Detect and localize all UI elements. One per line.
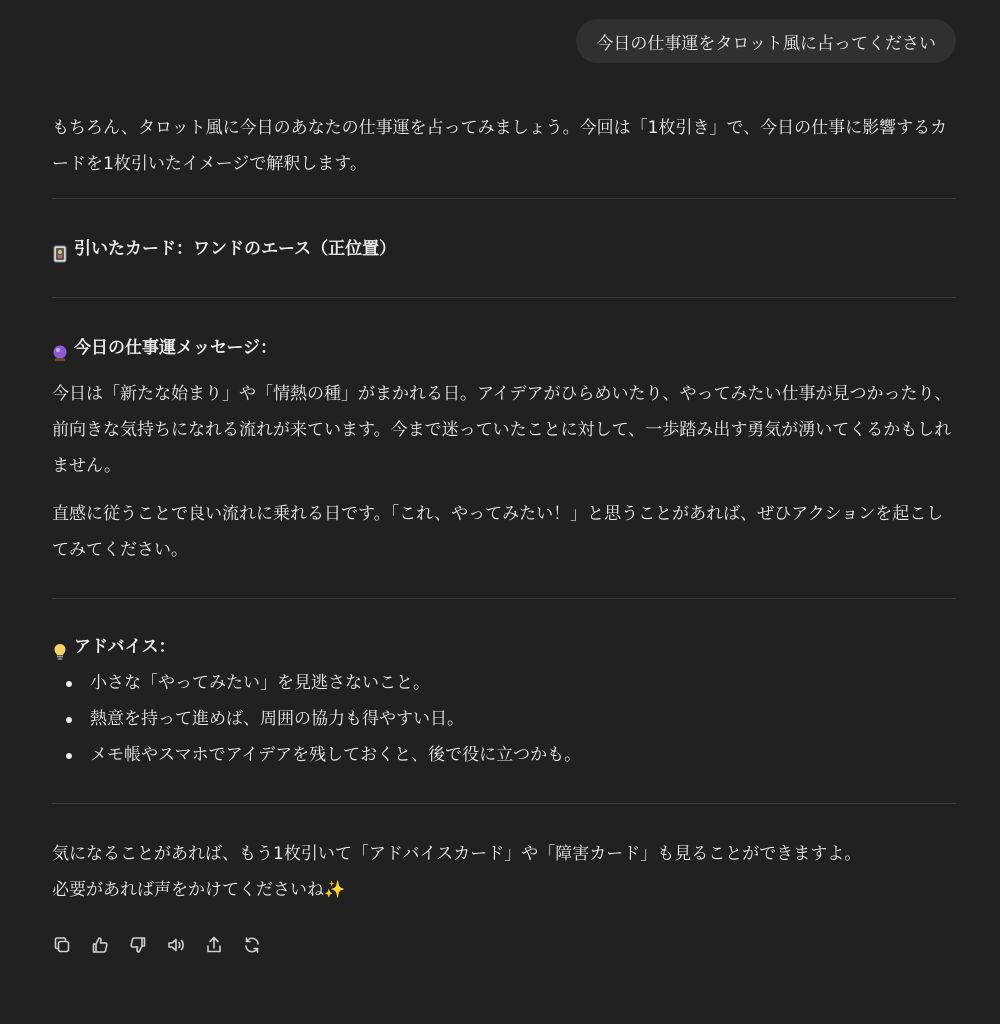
closing-line-2: 必要があれば声をかけてくださいね✨	[52, 880, 346, 900]
assistant-response	[52, 110, 956, 908]
divider	[52, 297, 956, 298]
thumbs-up-icon[interactable]	[90, 933, 110, 957]
crystal-ball-emoji-icon	[52, 339, 68, 357]
card-emoji-icon	[52, 240, 68, 258]
share-icon[interactable]	[204, 933, 224, 957]
advice-list	[52, 665, 956, 773]
read-aloud-icon[interactable]	[166, 933, 186, 957]
message-paragraph-1: 今日は「新たな始まり」や「情熱の種」がまかれる日。アイデアがひらめいたり、やってみたい仕事が見つかったり、前向きな気持ちになれる流れが来ています。今まで迷っていたことに対して、一歩踏み出す勇気が湧いてくるかもしれません。	[52, 384, 952, 476]
card-heading-text: 引いたカード：ワンドのエース（正位置）	[74, 239, 397, 259]
intro-paragraph: もちろん、タロット風に今日のあなたの仕事運を占ってみましょう。今回は「1枚引き」で、今日の仕事に影響するカードを1枚引いたイメージで解釈します。	[52, 118, 948, 174]
user-message-text: 今日の仕事運をタロット風に占ってください	[596, 33, 936, 54]
message-paragraph-2: 直感に従うことで良い流れに乗れる日です。「これ、やってみたい！」と思うことがあれば、ぜひアクションを起こしてみてください。	[52, 504, 944, 560]
light-bulb-emoji-icon	[52, 638, 68, 656]
advice-heading	[52, 629, 956, 665]
message-heading	[52, 330, 956, 366]
thumbs-down-icon[interactable]	[128, 933, 148, 957]
user-message-bubble	[576, 19, 956, 63]
list-item: 小さな「やってみたい」を見逃さないこと。	[52, 665, 956, 701]
advice-heading-text: アドバイス：	[74, 637, 176, 657]
message-heading-text: 今日の仕事運メッセージ：	[74, 338, 277, 358]
list-item: 熱意を持って進めば、周囲の協力も得やすい日。	[52, 701, 956, 737]
divider	[52, 198, 956, 199]
divider	[52, 598, 956, 599]
regenerate-icon[interactable]	[242, 933, 262, 957]
copy-icon[interactable]	[52, 933, 72, 957]
card-heading	[52, 231, 956, 267]
divider	[52, 803, 956, 804]
list-item: メモ帳やスマホでアイデアを残しておくと、後で役に立つかも。	[52, 737, 956, 773]
message-actions-bar	[52, 933, 262, 957]
closing-line-1: 気になることがあれば、もう1枚引いて「アドバイスカード」や「障害カード」も見ることができますよ。	[52, 844, 862, 864]
